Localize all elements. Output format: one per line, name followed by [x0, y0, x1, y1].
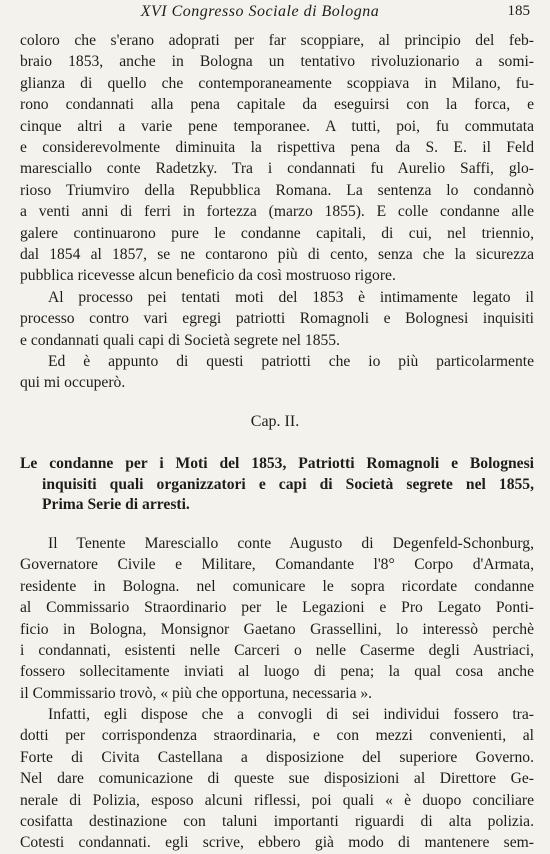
text-line: processo contro vari egregi patriotti Romagnoli e Bolognesi inquisiti [20, 310, 534, 328]
text-line: fossero sollecitamente inviati al luogo di pena; la qual cosa anche [20, 663, 534, 681]
text-line: residente in Bologna. nel comunicare le sopra ricordate condanne [20, 577, 534, 595]
text-line: maresciallo conte Radetzky. Tra i condannati fu Aurelio Saffi, glo- [20, 160, 534, 178]
text-line: al Commissario Straordinario per le Legazioni e Pro Legato Ponti- [20, 599, 534, 617]
text-line: Il Tenente Maresciallo conte Augusto di Degenfeld-Schonburg, [48, 535, 534, 552]
text-line: Governatore Civile e Militare, Comandante l'8° Corpo d'Armata, [20, 556, 534, 574]
focus-paragraph [20, 351, 534, 394]
subtitle-line: Le condanne per i Moti del 1853, Patriotti Romagnoli e Bolognesi [20, 455, 534, 472]
text-line: rioso Triumviro della Repubblica Romana. La sentenza lo condannò [20, 181, 534, 199]
chapter-heading: Cap. II. [250, 413, 300, 430]
text-line: qui mi occuperò. [20, 374, 126, 392]
text-line: coloro che s'erano adoprati per far scoppiare, al principio del feb- [20, 32, 534, 49]
text-line: rono condannati alla pena capitale da eseguirsi con la forca, e [20, 96, 534, 114]
text-line: dal 1854 al 1857, se ne contarono più di cento, senza che la sicurezza [20, 245, 534, 263]
subtitle-line: Prima Serie di arresti. [42, 496, 190, 513]
text-line: Cotesti condannati. egli scrive, ebbero già modo di mantenere sem- [20, 834, 534, 852]
text-line: Nel dare comunicazione di queste sue disposizioni al Direttore Ge- [20, 770, 534, 788]
text-line: braio 1853, anche in Bologna un tentativo rivoluzionario a somi- [20, 53, 534, 71]
text-line: Forte di Civita Castellana a disposizione del superiore Governo. [20, 748, 534, 766]
text-line: nerale di Polizia, esposo alcuni riflessi, poi quali « è duopo conciliare [20, 791, 534, 809]
text-line: Infatti, egli dispose che a convogli di sei individui fossero tra- [48, 706, 534, 723]
text-line: e considerevolmente diminuita la rispettiva pena da S. E. il Feld [20, 138, 534, 156]
text-line: pubblica ricevesse alcun beneficio da così mostruoso rigore. [20, 267, 396, 285]
running-header [0, 3, 550, 25]
text-line: il Commissario trovò, « più che opportuna, necessaria ». [20, 684, 373, 702]
text-line: galere continuarono pure le condanne capitali, di cui, nel triennio, [20, 224, 534, 242]
text-line: Al processo pei tentati moti del 1853 è intimamente legato il [48, 289, 534, 306]
text-line: a venti anni di ferri in fortezza (marzo 1855). E colle condanne alle [20, 203, 534, 221]
text-line: glianza di quello che contemporaneamente scoppiava in Milano, fu- [20, 74, 534, 92]
text-line: ficio in Bologna, Monsignor Gaetano Grassellini, lo interessò perchè [20, 620, 534, 638]
disposal-paragraph [20, 704, 534, 854]
governor-paragraph [20, 533, 534, 704]
chapter-subtitle [20, 454, 534, 516]
text-line: cinque altri a varie pene temporanee. A tutti, poi, fu commutata [20, 117, 534, 135]
process-paragraph [20, 287, 534, 351]
text-line: e condannati quali capi di Società segrete nel 1855. [20, 331, 340, 349]
running-title: XVI Congresso Sociale di Bologna [140, 3, 380, 20]
page-number: 185 [507, 3, 530, 19]
text-line: cosifatta destinazione con taluni importanti riguardi di alta polizia. [20, 812, 534, 830]
text-line: Ed è appunto di questi patriotti che io più particolarmente [48, 353, 534, 370]
text-line: i condannati, esistenti nelle Carceri o nelle Caserme degli Austriaci, [20, 641, 534, 659]
subtitle-line: inquisiti quali organizzatori e capi di Società segrete nel 1855, [42, 475, 534, 493]
text-line: dotti per corrispondenza straordinaria, e con mezzi convenienti, al [20, 727, 534, 745]
intro-paragraph [20, 30, 534, 287]
